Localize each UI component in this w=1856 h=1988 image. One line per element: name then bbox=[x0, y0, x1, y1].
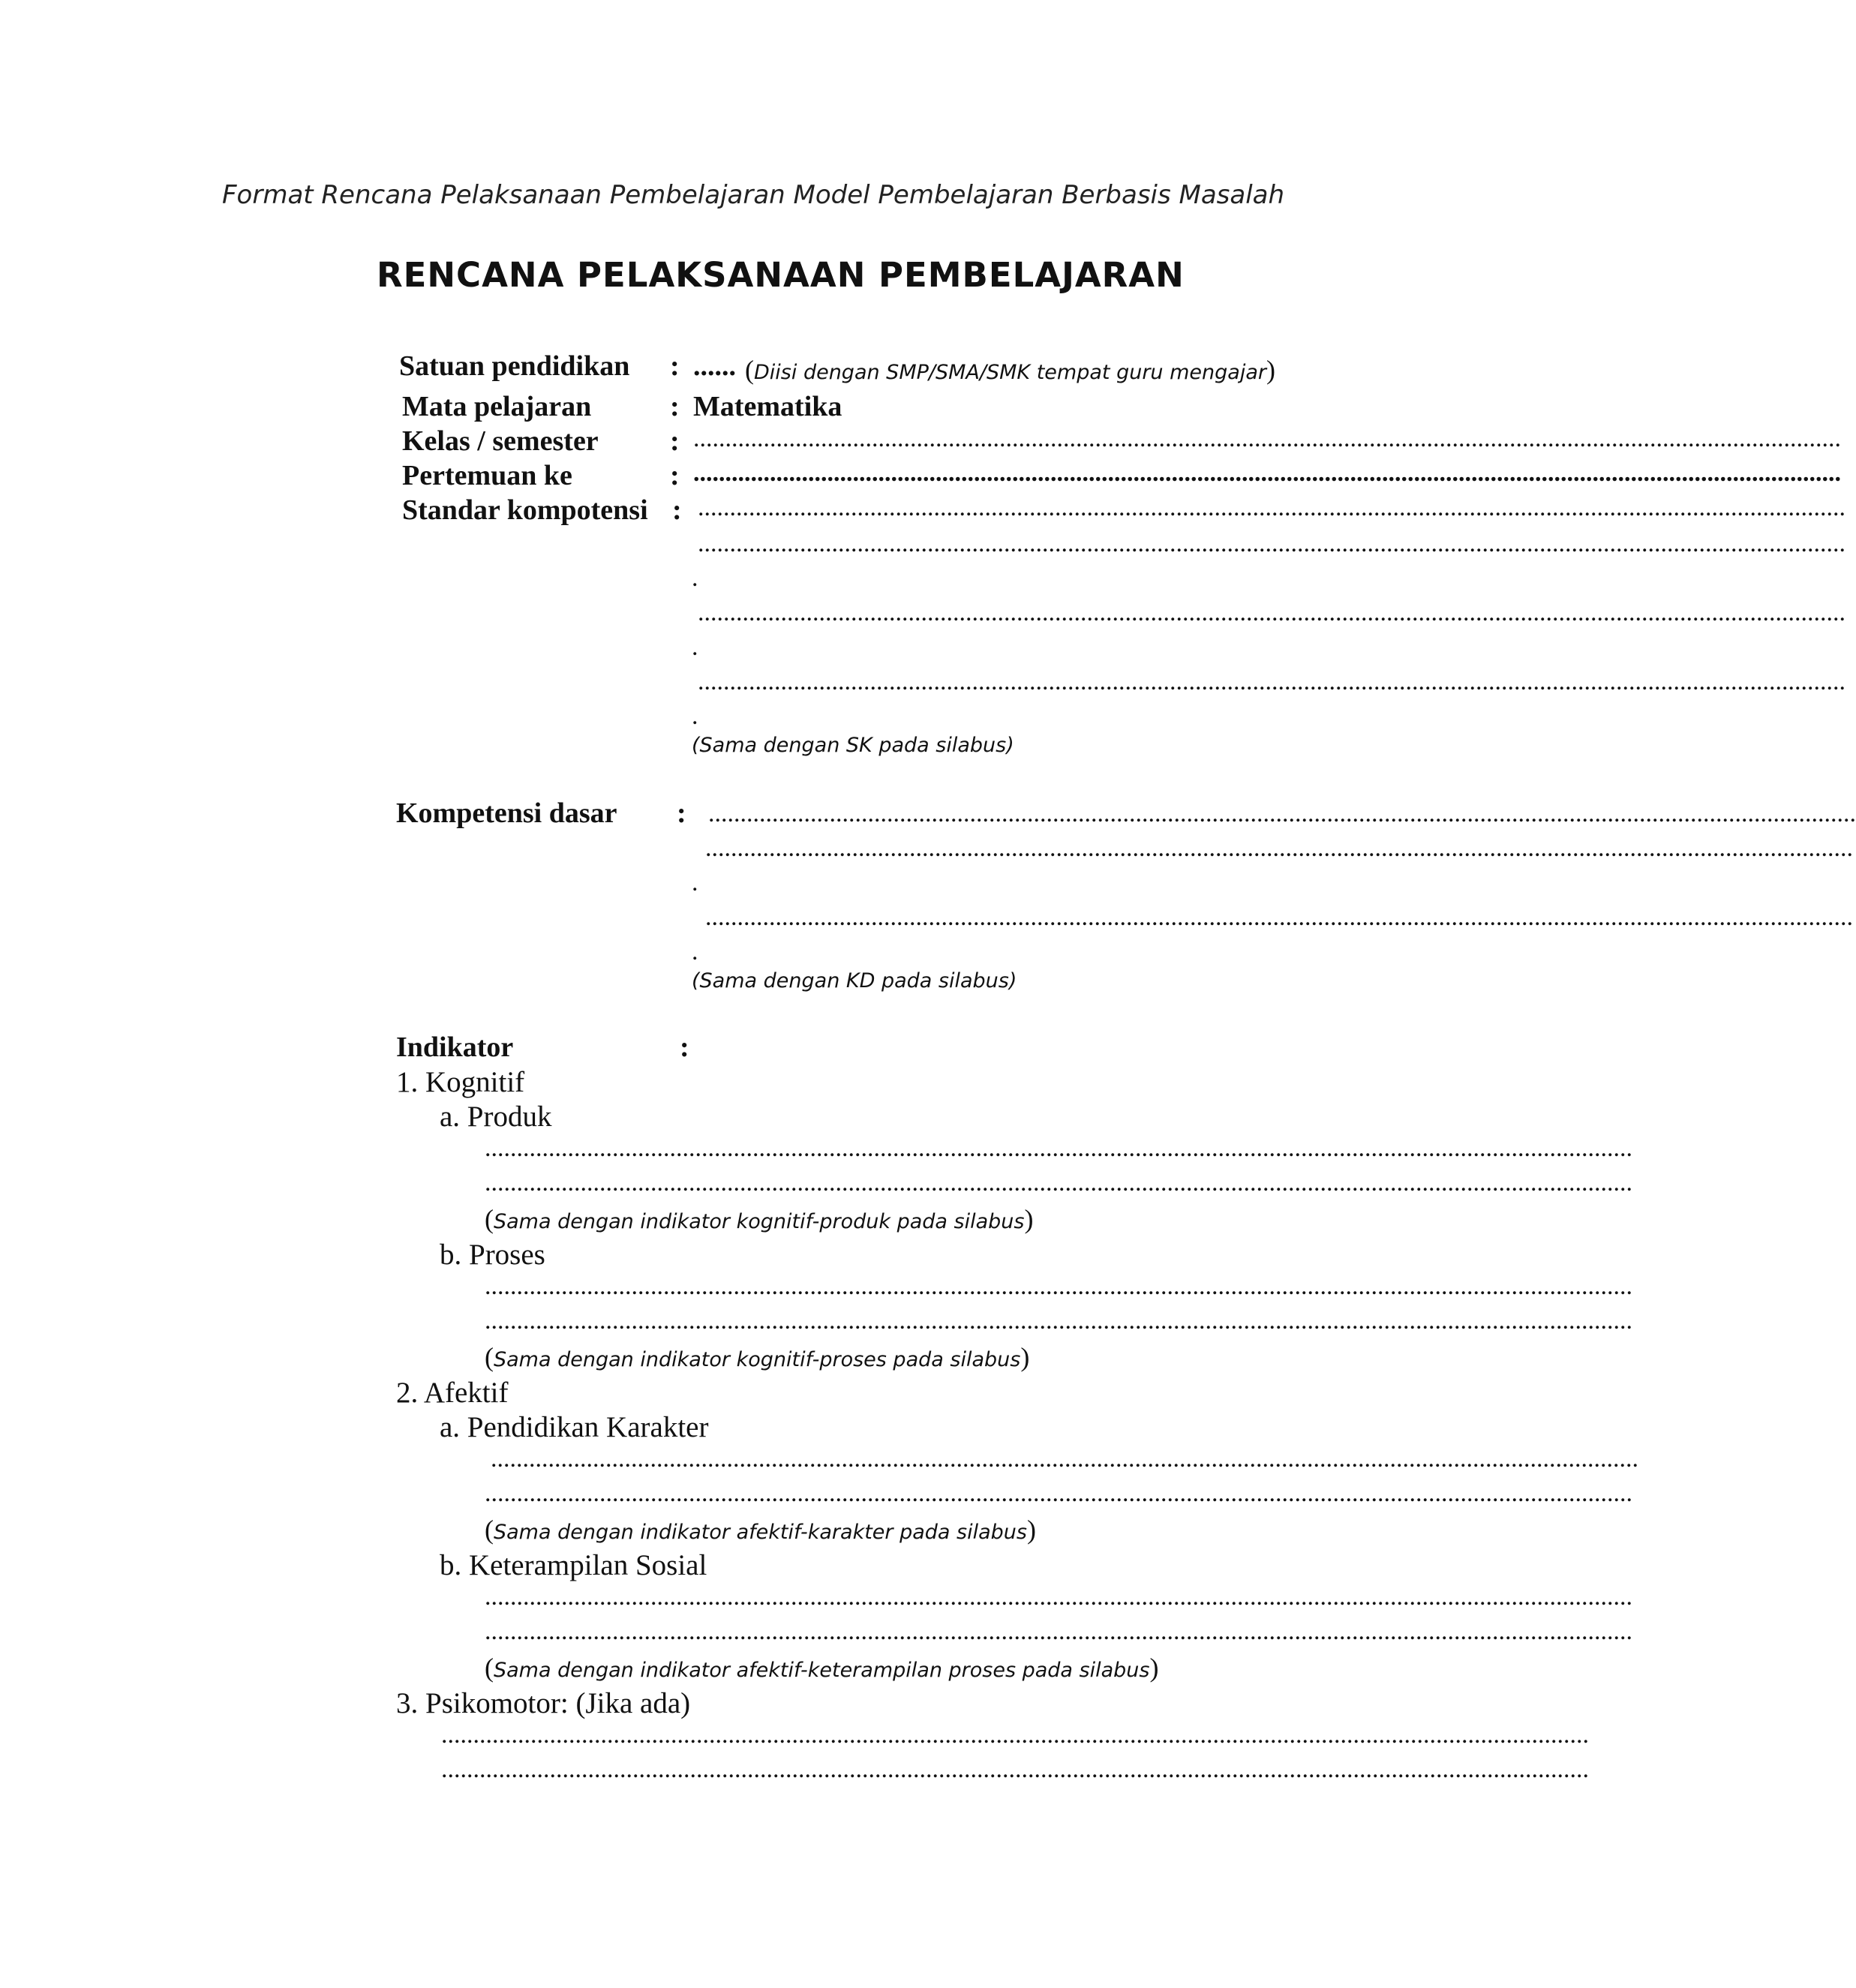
kognitif-proses: b. Proses bbox=[440, 1239, 545, 1271]
colon-sk: : bbox=[672, 494, 682, 526]
colon-indikator: : bbox=[680, 1032, 689, 1063]
label-kelas-semester: Kelas / semester bbox=[402, 425, 599, 457]
colon-kd: : bbox=[677, 797, 686, 829]
label-satuan-pendidikan: Satuan pendidikan bbox=[399, 350, 630, 382]
blank-sosial-line-1: .................................................................................................................................................................................... bbox=[485, 1583, 1632, 1611]
blank-produk-line-2: .................................................................................................................................................................................... bbox=[485, 1169, 1632, 1197]
kognitif-produk: a. Produk bbox=[440, 1101, 552, 1133]
label-indikator: Indikator bbox=[396, 1032, 514, 1063]
blank-sk-line-1: .................................................................................................................................................................................... bbox=[698, 494, 1845, 521]
blank-pertemuan-ke: .................................................................................................................................................................................... bbox=[693, 459, 1841, 487]
blank-sk-line-2: .................................................................................................................................................................................... bbox=[698, 530, 1845, 557]
blank-kd-line-2: .................................................................................................................................................................................... bbox=[705, 834, 1853, 862]
blank-psikomotor-line-2: .................................................................................................................................................................................... bbox=[441, 1755, 1589, 1783]
blank-proses-line-1: .................................................................................................................................................................................... bbox=[485, 1272, 1632, 1300]
blank-sk-dot-3: . bbox=[692, 702, 698, 730]
blank-sk-dot-2: . bbox=[692, 633, 698, 661]
note-produk: (Sama dengan indikator kognitif-produk pada silabus) bbox=[485, 1204, 1034, 1234]
label-standar-kompetensi: Standar kompotensi bbox=[402, 494, 648, 526]
blank-sk-line-3: .................................................................................................................................................................................... bbox=[698, 599, 1845, 626]
blank-kd-dot-1: . bbox=[692, 869, 698, 896]
note-kd: (Sama dengan KD pada silabus) bbox=[692, 969, 1017, 992]
blank-karakter-line-2: .................................................................................................................................................................................... bbox=[485, 1479, 1632, 1507]
afektif-pendidikan-karakter: a. Pendidikan Karakter bbox=[440, 1411, 709, 1443]
blank-sosial-line-2: .................................................................................................................................................................................... bbox=[485, 1617, 1632, 1645]
colon-mapel: : bbox=[670, 391, 680, 422]
note-sosial: (Sama dengan indikator afektif-keterampilan proses pada silabus) bbox=[485, 1653, 1159, 1683]
afektif-keterampilan-sosial: b. Keterampilan Sosial bbox=[440, 1549, 707, 1581]
blank-kd-line-3: .................................................................................................................................................................................... bbox=[705, 903, 1853, 931]
indikator-afektif: 2. Afektif bbox=[396, 1377, 509, 1409]
blank-sk-dot-1: . bbox=[692, 564, 698, 592]
document-title: RENCANA PELAKSANAAN PEMBELAJARAN bbox=[377, 255, 1185, 295]
blank-proses-line-2: .................................................................................................................................................................................... bbox=[485, 1307, 1632, 1335]
note-satuan: (Diisi dengan SMP/SMA/SMK tempat guru mengajar) bbox=[745, 355, 1275, 385]
blank-produk-line-1: .................................................................................................................................................................................... bbox=[485, 1134, 1632, 1162]
colon-kelas: : bbox=[670, 425, 680, 457]
label-mata-pelajaran: Mata pelajaran bbox=[402, 391, 592, 422]
note-proses: (Sama dengan indikator kognitif-proses pada silabus) bbox=[485, 1342, 1030, 1372]
label-pertemuan-ke: Pertemuan ke bbox=[402, 460, 572, 491]
colon-satuan: : bbox=[670, 350, 680, 382]
label-kompetensi-dasar: Kompetensi dasar bbox=[396, 797, 617, 829]
colon-pertemuan: : bbox=[670, 460, 680, 491]
indikator-psikomotor: 3. Psikomotor: (Jika ada) bbox=[396, 1687, 691, 1719]
blank-kelas-semester: .................................................................................................................................................................................... bbox=[693, 425, 1841, 452]
blank-psikomotor-line-1: .................................................................................................................................................................................... bbox=[441, 1721, 1589, 1749]
blank-sk-line-4: .................................................................................................................................................................................... bbox=[698, 668, 1845, 695]
indikator-kognitif: 1. Kognitif bbox=[396, 1066, 525, 1098]
note-sk: (Sama dengan SK pada silabus) bbox=[692, 734, 1014, 757]
note-karakter: (Sama dengan indikator afektif-karakter pada silabus) bbox=[485, 1515, 1036, 1545]
blank-kd-line-1: .................................................................................................................................................................................... bbox=[708, 800, 1856, 827]
value-satuan: ...... bbox=[693, 350, 736, 382]
format-caption: Format Rencana Pelaksanaan Pembelajaran Model Pembelajaran Berbasis Masalah bbox=[222, 180, 1285, 210]
value-mata-pelajaran: Matematika bbox=[693, 391, 842, 422]
blank-karakter-line-1: .................................................................................................................................................................................... bbox=[491, 1445, 1638, 1473]
blank-kd-dot-2: . bbox=[692, 938, 698, 965]
